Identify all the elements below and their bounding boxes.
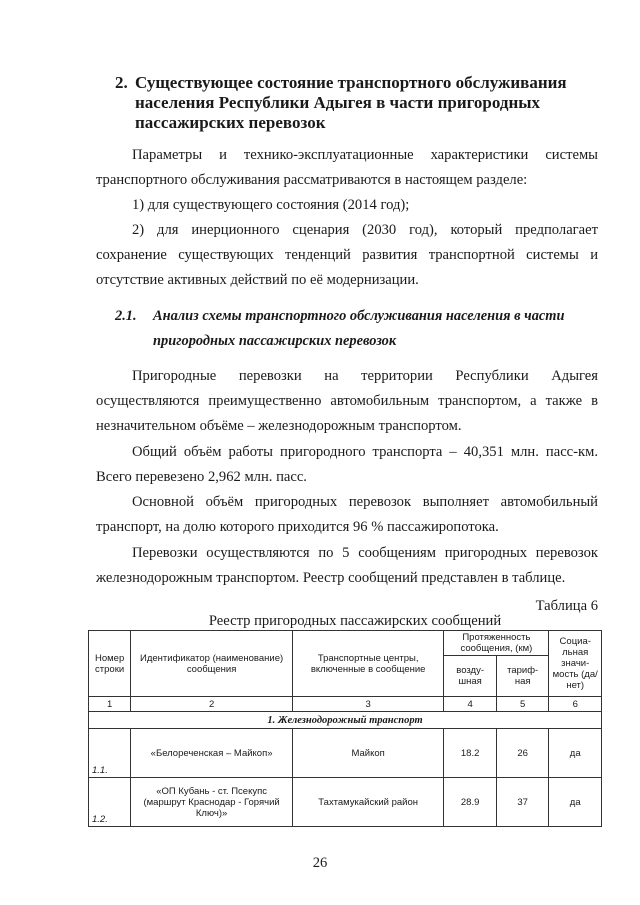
row-identifier: «Белореченская – Майкоп» (131, 729, 293, 778)
row-social: да (549, 778, 602, 827)
section-2-1-title: Анализ схемы транспортного обслуживания населения в части пригородных пассажирских перевозок (153, 308, 565, 349)
row-number: 1.1. (89, 729, 131, 778)
table-label: Таблица 6 (535, 598, 598, 614)
paragraph: Перевозки осуществляются по 5 сообщениям пригородных перевозок железнодорожным транспортом. Реестр сообщений представлен в таблице. (96, 545, 598, 586)
paragraph: Пригородные перевозки на территории Республики Адыгея осуществляются преимущественно автомобильным транспортом, а также в незначительном объёме – железнодорожным транспортом. (96, 368, 598, 434)
row-air: 28.9 (444, 778, 497, 827)
header-centers: Транспортные центры, включенные в сообщение (292, 631, 443, 697)
table-section-row (89, 712, 602, 729)
table-header-row (89, 631, 602, 656)
row-centers: Майкоп (292, 729, 443, 778)
paragraph: Общий объём работы пригородного транспорта – 40,351 млн. пасс-км. Всего перевезено 2,962 млн. пасс. (96, 444, 598, 485)
section-2-1-heading (115, 304, 595, 354)
table-title: Реестр пригородных пассажирских сообщений (208, 613, 502, 629)
col-index: 2 (131, 697, 293, 712)
row-tariff: 26 (496, 729, 549, 778)
registry-table (88, 630, 602, 827)
section-2-number: 2. (115, 73, 128, 92)
header-tariff: тариф-ная (496, 656, 549, 697)
paragraph: Параметры и технико-эксплуатационные характеристики системы транспортного обслуживания рассматриваются в настоящем разделе: (96, 147, 598, 188)
header-row-number: Номер строки (89, 631, 131, 697)
paragraph: 1) для существующего состояния (2014 год); (132, 197, 410, 213)
col-index: 4 (444, 697, 497, 712)
header-air: возду-шная (444, 656, 497, 697)
row-air: 18.2 (444, 729, 497, 778)
col-index: 5 (496, 697, 549, 712)
row-social: да (549, 729, 602, 778)
col-index: 6 (549, 697, 602, 712)
col-index: 3 (292, 697, 443, 712)
section-2-title: Существующее состояние транспортного обслуживания населения Республики Адыгея в части пригородных пассажирских перевозок (135, 73, 567, 132)
header-social: Социа-льная значи-мость (да/нет) (549, 631, 602, 697)
header-identifier: Идентификатор (наименование) сообщения (131, 631, 293, 697)
row-tariff: 37 (496, 778, 549, 827)
table-index-row (89, 697, 602, 712)
section-2-heading (115, 73, 585, 133)
row-identifier: «ОП Кубань - ст. Псекупс (маршрут Краснодар - Горячий Ключ)» (131, 778, 293, 827)
row-centers: Тахтамукайский район (292, 778, 443, 827)
paragraph: Основной объём пригородных перевозок выполняет автомобильный транспорт, на долю которого приходится 96 % пассажиропотока. (96, 494, 598, 535)
table-section-title: 1. Железнодорожный транспорт (89, 712, 602, 729)
col-index: 1 (89, 697, 131, 712)
table-row (89, 778, 602, 827)
page-number: 26 (312, 855, 328, 871)
header-length: Протяженность сообщения, (км) (444, 631, 549, 656)
paragraph: 2) для инерционного сценария (2030 год), который предполагает сохранение существующих тенденций развития транспортной системы и отсутствие активных действий по её модернизации. (96, 222, 598, 288)
table-row (89, 729, 602, 778)
section-2-1-number: 2.1. (115, 308, 137, 324)
row-number: 1.2. (89, 778, 131, 827)
